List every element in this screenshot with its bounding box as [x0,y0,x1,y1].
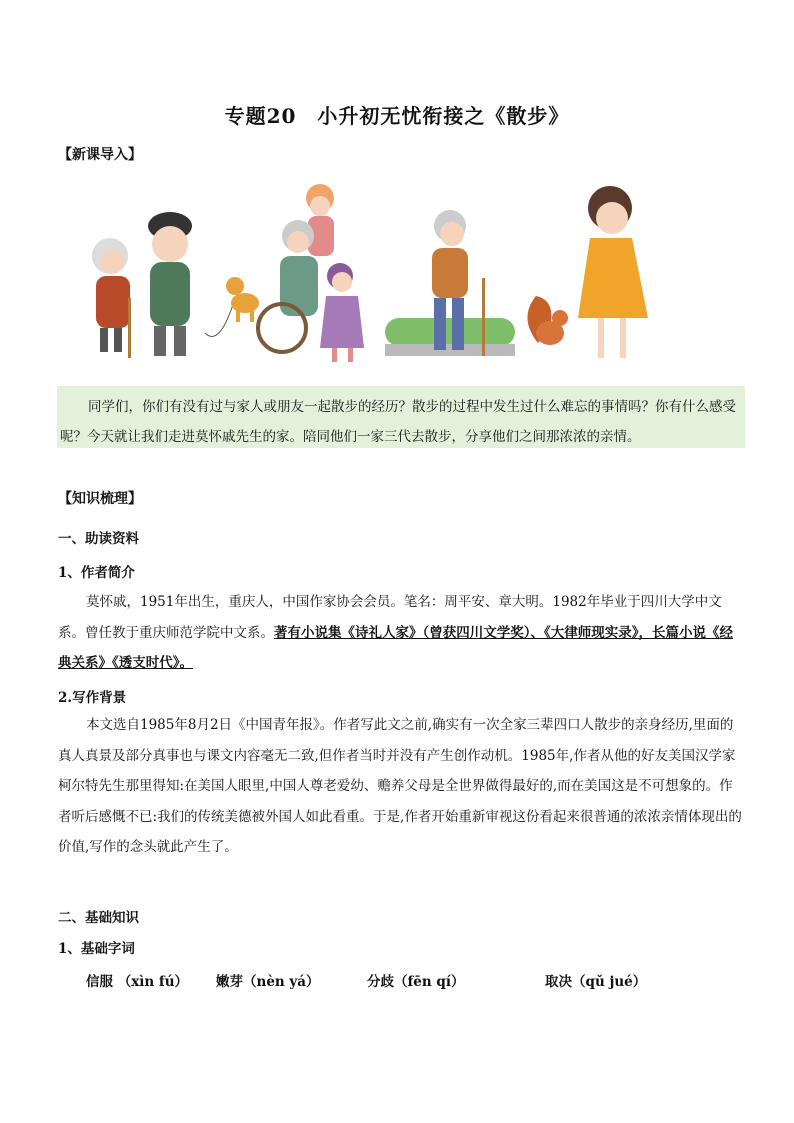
girl-walking-icon [578,186,648,358]
dog-icon [205,277,259,336]
part2-heading: 二、基础知识 [58,910,139,926]
vocab-item [545,970,646,990]
vocab-item [367,970,464,990]
author-text: 莫怀戚，1951年出生，重庆人，中国作家协会会员。笔名：周平安、章大明。1982年毕业于四川大学中文系。曾任教于重庆师范学院中文系。 [58,594,722,641]
vocab-item [216,970,320,990]
author-paragraph [58,587,746,679]
section-knowledge-heading: 【知识梳理】 [58,491,142,507]
intro-paragraph: 同学们，你们有没有过与家人或朋友一起散步的经历？散步的过程中发生过什么难忘的事情吗？你有什么感受呢？今天就让我们走进莫怀戚先生的家。陪同他们一家三代去散步，分享他们之间那浓浓的亲情。 [60,399,736,445]
author-works: 著有小说集《诗礼人家》（曾获四川文学奖）、《大律师现实录》，长篇小说《经典关系》《透支时代》。 [58,624,733,671]
background-paragraph: 本文选自1985年8月2日《中国青年报》。作者写此文之前,确实有一次全家三辈四口人散步的亲身经历,里面的真人真景及部分真事也与课文内容毫无二致,但作者当时并没有产生创作动机。1985年,作者从他的好友美国汉学家柯尔特先生那里得知:在美国人眼里,中国人尊老爱幼、赡养父母是全世界做得最好的,而在美国这是不可想象的。作者听后感慨不已:我们的传统美德被外国人如此看重。于是,作者开始重新审视这份看起来很普通的浓浓亲情体现出的价值,写作的念头就此产生了。 [58,717,742,855]
vocab-pinyin: （nèn yá） [243,974,320,990]
grandpa-icon [148,212,192,356]
background-heading: 2.写作背景 [58,690,127,706]
vocab-word: 嫩芽 [216,974,243,990]
vocab-pinyin: （fēn qí） [394,974,465,990]
vocab-pinyin: （qǔ jué） [572,974,647,990]
squirrel-icon [527,296,568,345]
vocab-word: 取决 [545,974,572,990]
words-heading: 1、基础字词 [58,941,135,957]
wheelchair-family-icon [258,184,364,362]
page-title: 专题20 小升初无忧衔接之《散步》 [224,104,570,128]
part1-heading: 一、助读资料 [58,531,139,547]
illustration [70,178,660,373]
vocab-word: 分歧 [367,974,394,990]
section-intro-heading: 【新课导入】 [58,147,142,163]
author-heading: 1、作者简介 [58,565,135,581]
vocab-item [86,970,188,990]
grandma-icon [92,238,131,358]
vocab-word: 信服 [86,974,113,990]
vocab-pinyin: （xìn fú） [117,974,189,990]
